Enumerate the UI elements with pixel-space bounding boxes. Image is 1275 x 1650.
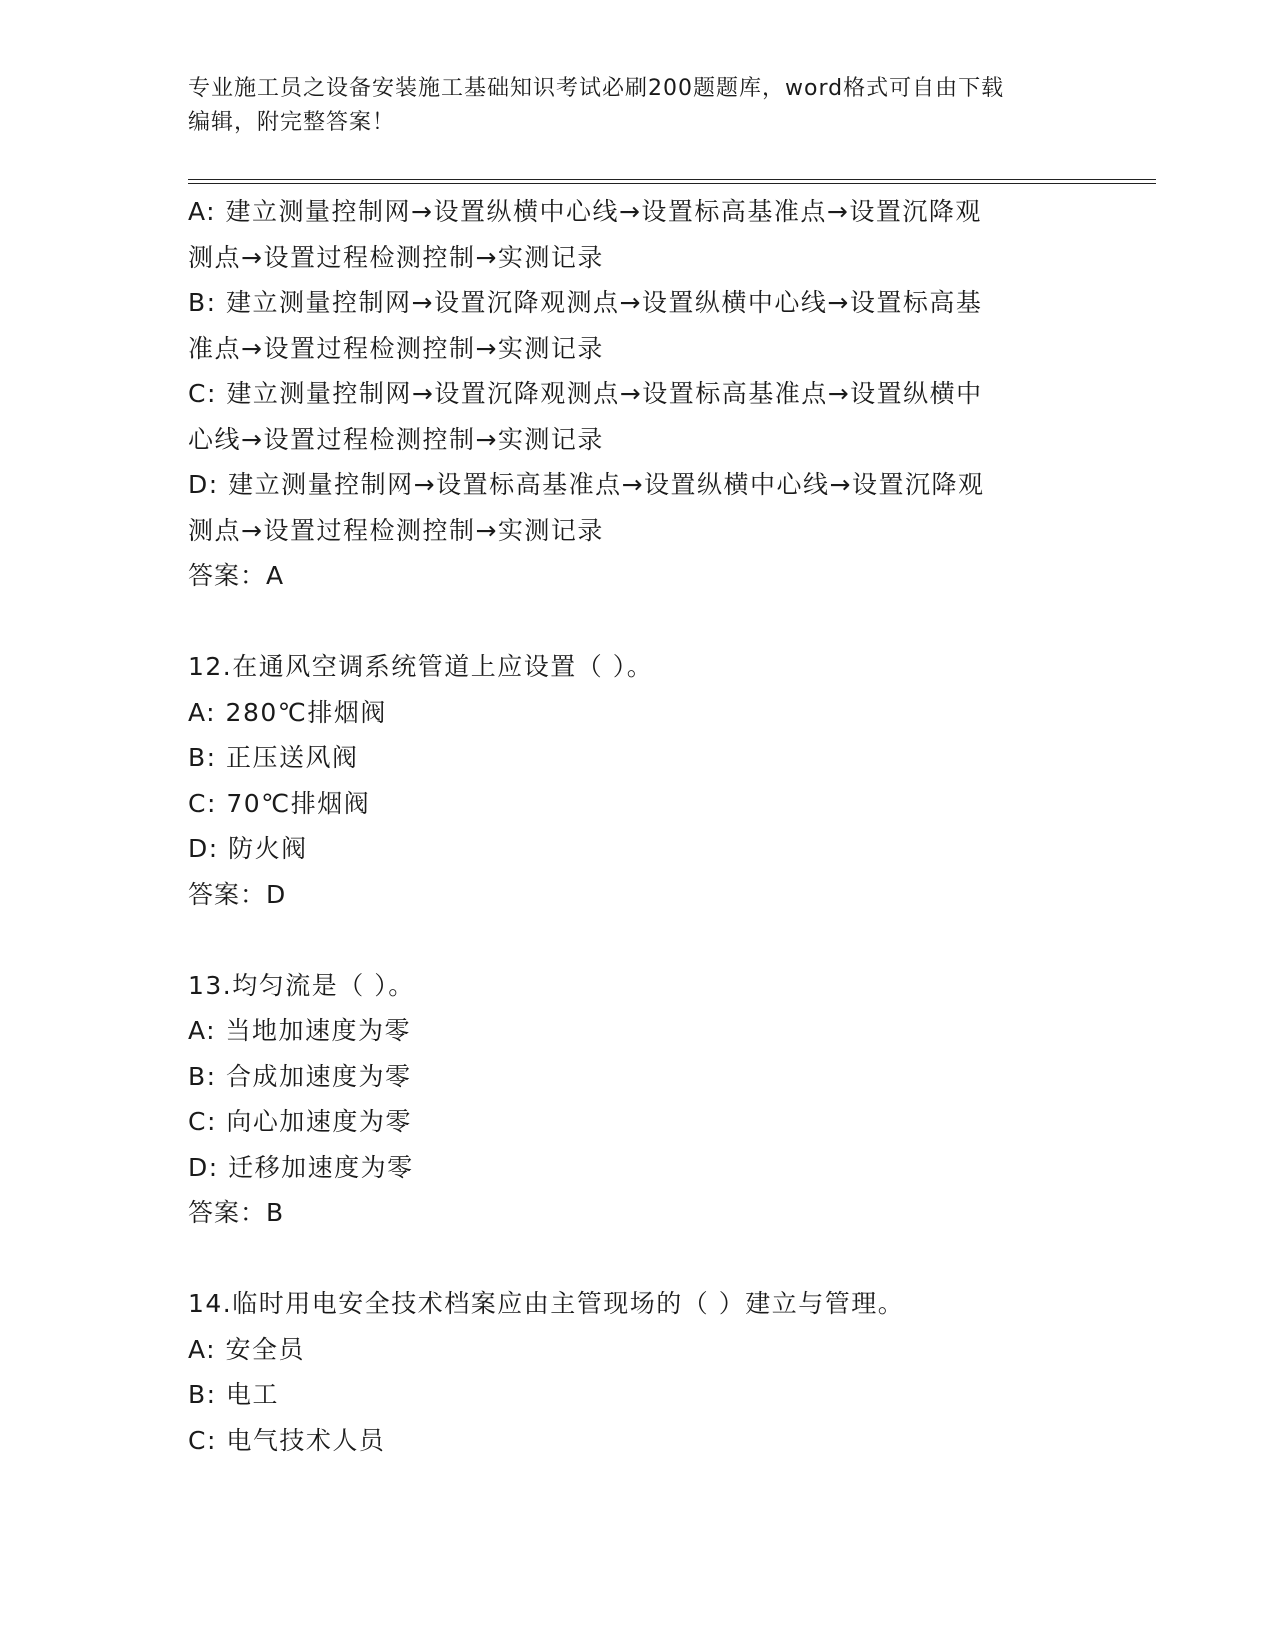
option-a-line-1: A: 建立测量控制网→设置纵横中心线→设置标高基准点→设置沉降观 [188, 197, 982, 226]
option-c: C: 电气技术人员 [188, 1425, 386, 1455]
option-b: B: 电工 [188, 1380, 280, 1409]
question-stem: 14.临时用电安全技术档案应由主管现场的（ ）建立与管理。 [188, 1289, 905, 1318]
document-body [188, 189, 1088, 1463]
option-a: A: 280℃排烟阀 [188, 697, 387, 727]
option-d: D: 迁移加速度为零 [188, 1152, 414, 1182]
question-spacer [188, 917, 1088, 963]
answer-line: 答案：A [188, 561, 285, 590]
header-divider-top [188, 179, 1156, 180]
header-divider-bottom [188, 183, 1156, 184]
answer-line: 答案：B [188, 1198, 285, 1227]
header-title-line-1: 专业施工员之设备安装施工基础知识考试必刷200题题库，word格式可自由下载 [188, 76, 1005, 101]
option-a: A: 当地加速度为零 [188, 1016, 412, 1045]
question-spacer [188, 1236, 1088, 1282]
option-c: C: 向心加速度为零 [188, 1107, 412, 1136]
question-14 [188, 1281, 1088, 1463]
option-a: A: 安全员 [188, 1334, 306, 1364]
option-d-line-2: 测点→设置过程检测控制→实测记录 [188, 515, 604, 545]
question-12 [188, 644, 1088, 917]
option-b: B: 正压送风阀 [188, 743, 359, 772]
option-d-line-1: D: 建立测量控制网→设置标高基准点→设置纵横中心线→设置沉降观 [188, 470, 985, 499]
question-spacer [188, 599, 1088, 645]
option-d: D: 防火阀 [188, 834, 308, 863]
question-stem: 13.均匀流是（ ）。 [188, 970, 415, 1000]
option-b-line-2: 准点→设置过程检测控制→实测记录 [188, 333, 604, 363]
option-b-line-1: B: 建立测量控制网→设置沉降观测点→设置纵横中心线→设置标高基 [188, 288, 983, 317]
document-header [188, 72, 1068, 140]
option-b: B: 合成加速度为零 [188, 1061, 412, 1091]
option-c-line-1: C: 建立测量控制网→设置沉降观测点→设置标高基准点→设置纵横中 [188, 379, 983, 408]
answer-line: 答案：D [188, 879, 287, 909]
question-13 [188, 963, 1088, 1236]
option-c: C: 70℃排烟阀 [188, 788, 371, 818]
option-a-line-2: 测点→设置过程检测控制→实测记录 [188, 242, 604, 272]
question-11-continued [188, 189, 1088, 599]
header-title-line-2: 编辑，附完整答案！ [188, 110, 396, 135]
question-stem: 12.在通风空调系统管道上应设置（ ）。 [188, 652, 654, 681]
option-c-line-2: 心线→设置过程检测控制→实测记录 [188, 424, 604, 454]
